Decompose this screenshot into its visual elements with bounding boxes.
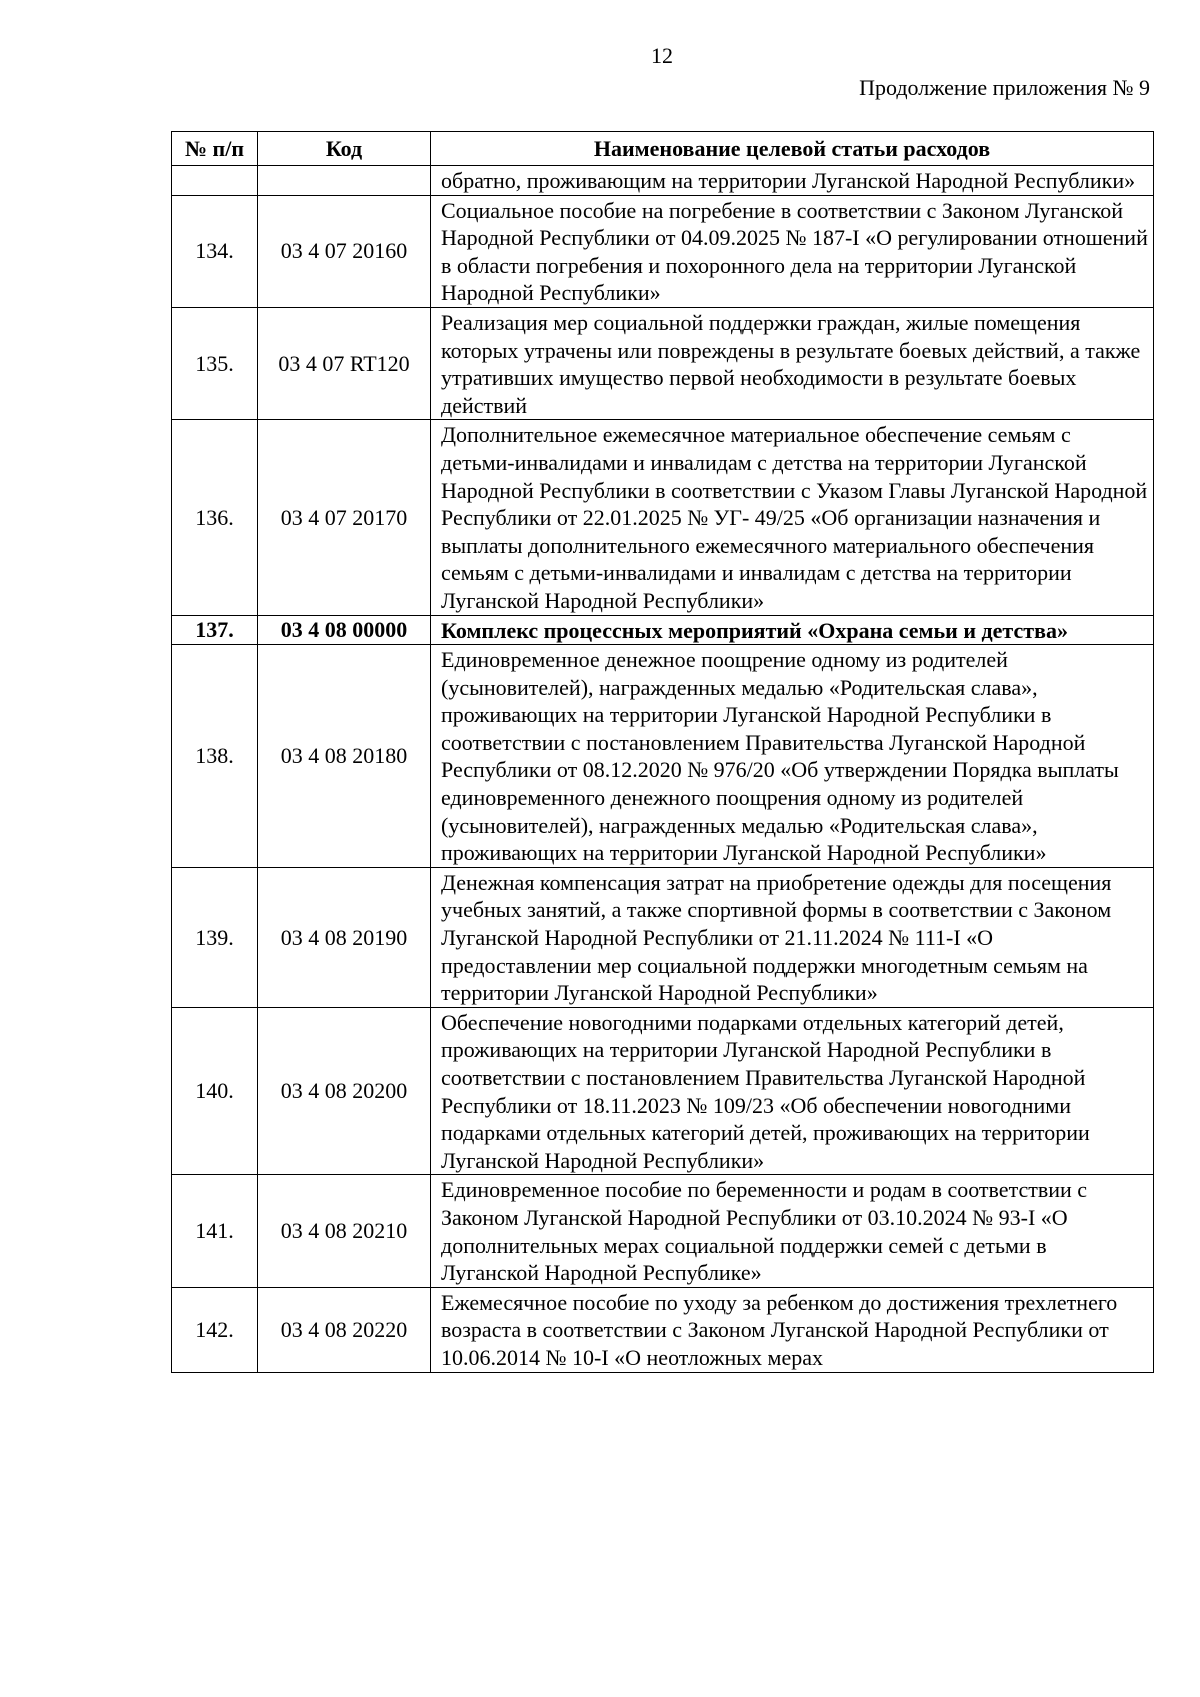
row-code: 03 4 07 20160 [258,195,431,307]
table-row [172,1007,1154,1175]
table-row [172,166,1154,196]
row-code: 03 4 08 20220 [258,1287,431,1372]
row-number: 135. [172,307,258,419]
header-number: № п/п [172,132,258,166]
row-number: 138. [172,645,258,868]
row-name: Ежемесячное пособие по уходу за ребенком до достижения трехлетнего возраста в соответствии с Законом Луганской Народной Республики от 10.06.2014 № 10-I «О неотложных мерах [431,1287,1154,1372]
row-name: Единовременное денежное поощрение одному из родителей (усыновителей), награжденных медалью «Родительская слава», проживающих на территории Луганской Народной Республики в соответствии с постановлением Правительства Луганской Народной Республики от 08.12.2020 № 976/20 «Об утверждении Порядка выплаты единовременного денежного поощрения одному из родителей (усыновителей), награжденных медалью «Родительская слава», проживающих на территории Луганской Народной Республики» [431,645,1154,868]
table-row [172,195,1154,307]
row-name: Дополнительное ежемесячное материальное обеспечение семьям с детьми-инвалидами и инвалидам с детства на территории Луганской Народной Республики в соответствии с Указом Главы Луганской Народной Республики от 22.01.2025 № УГ- 49/25 «Об организации назначения и выплаты дополнительного ежемесячного материального обеспечения семьям с детьми-инвалидами и инвалидам с детства на территории Луганской Народной Республики» [431,420,1154,615]
row-code: 03 4 08 20190 [258,867,431,1007]
row-code: 03 4 08 20180 [258,645,431,868]
row-number: 137. [172,615,258,645]
table-row [172,1287,1154,1372]
table-row-section-heading [172,615,1154,645]
table-header-row [172,132,1154,166]
row-code: 03 4 08 20210 [258,1175,431,1287]
row-name: Комплекс процессных мероприятий «Охрана семьи и детства» [431,615,1154,645]
row-number: 136. [172,420,258,615]
row-code: 03 4 08 20200 [258,1007,431,1175]
header-name: Наименование целевой статьи расходов [431,132,1154,166]
row-name: Реализация мер социальной поддержки граждан, жилые помещения которых утрачены или повреждены в результате боевых действий, а также утративших имущество первой необходимости в результате боевых действий [431,307,1154,419]
table-row [172,645,1154,868]
table-row [172,307,1154,419]
page-number: 12 [651,43,673,68]
row-code: 03 4 07 20170 [258,420,431,615]
row-number: 142. [172,1287,258,1372]
row-code: 03 4 07 RT120 [258,307,431,419]
row-number: 141. [172,1175,258,1287]
row-number [172,166,258,196]
row-name: Единовременное пособие по беременности и родам в соответствии с Законом Луганской Народной Республики от 03.10.2024 № 93-I «О дополнительных мерах социальной поддержки семей с детьми в Луганской Народной Республике» [431,1175,1154,1287]
row-code: 03 4 08 00000 [258,615,431,645]
table-row [172,1175,1154,1287]
table-row [172,420,1154,615]
header-code: Код [258,132,431,166]
row-name: Обеспечение новогодними подарками отдельных категорий детей, проживающих на территории Луганской Народной Республики в соответствии с постановлением Правительства Луганской Народной Республики от 18.11.2023 № 109/23 «Об обеспечении новогодними подарками отдельных категорий детей, проживающих на территории Луганской Народной Республики» [431,1007,1154,1175]
row-name: Денежная компенсация затрат на приобретение одежды для посещения учебных занятий, а также спортивной формы в соответствии с Законом Луганской Народной Республики от 21.11.2024 № 111-I «О предоставлении мер социальной поддержки многодетным семьям на территории Луганской Народной Республики» [431,867,1154,1007]
row-name: Социальное пособие на погребение в соответствии с Законом Луганской Народной Республики от 04.09.2025 № 187-I «О регулировании отношений в области погребения и похоронного дела на территории Луганской Народной Республики» [431,195,1154,307]
appendix-continuation-label: Продолжение приложения № 9 [859,75,1150,100]
table-row [172,867,1154,1007]
row-code [258,166,431,196]
row-number: 134. [172,195,258,307]
row-number: 139. [172,867,258,1007]
row-name: обратно, проживающим на территории Луганской Народной Республики» [431,166,1154,196]
budget-items-table [171,131,1154,1373]
row-number: 140. [172,1007,258,1175]
